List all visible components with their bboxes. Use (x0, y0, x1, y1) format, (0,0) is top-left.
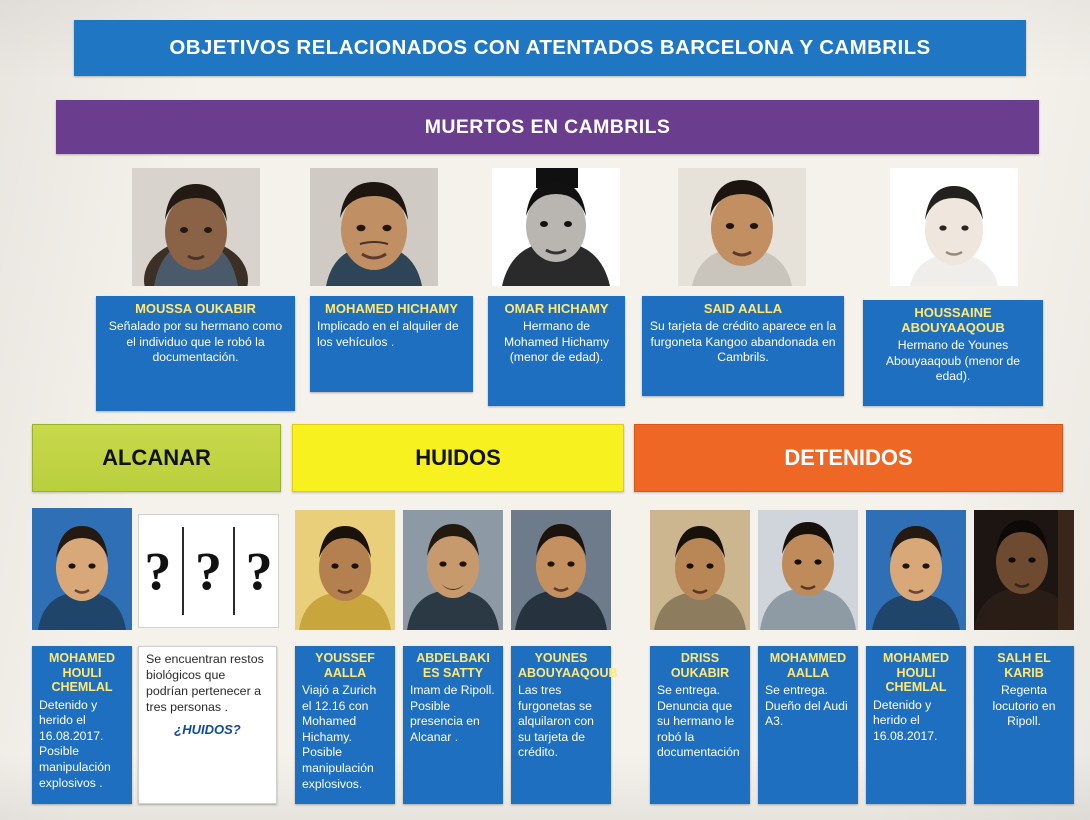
card-description: Señalado por su hermano como el individuo que le robó la documentación. (108, 319, 283, 365)
card-description: Se entrega. Denuncia que su hermano le robó la documentación (657, 683, 740, 760)
card-description: Viajó a Zurich el 12.16 con Mohamed Hichamy. Posible manipulación explosivos. (302, 683, 377, 791)
question-mark-icon: ? (245, 541, 273, 601)
card-description: Se entrega. Dueño del Audi A3. (765, 683, 848, 729)
card-description: Regenta locutorio en Ripoll. (992, 683, 1056, 729)
question-mark-icon: ? (144, 541, 172, 601)
card-houssaine-abouyaaqoub[interactable] (863, 300, 1043, 406)
page-title: OBJETIVOS RELACIONADOS CON ATENTADOS BARCELONA Y CAMBRILS (74, 20, 1026, 76)
card-restos-biologicos[interactable] (138, 646, 277, 804)
card-name: MOHAMED HOULI CHEMLAL (49, 651, 115, 694)
card-name: MOHAMED HICHAMY (325, 301, 458, 316)
photo-mohamed-houli-chemlal-detenidos (866, 510, 966, 630)
card-name: SAID AALLA (703, 301, 783, 316)
card-name: DRISS OUKABIR (670, 651, 730, 680)
card-name: MOUSSA OUKABIR (135, 301, 256, 316)
card-name: MOHAMED HOULI CHEMLAL (883, 651, 949, 694)
photo-mohamed-houli-chemlal-alcanar (32, 508, 132, 630)
card-omar-hichamy[interactable] (488, 296, 625, 406)
photo-driss-oukabir (650, 510, 750, 630)
section-header-detenidos: DETENIDOS (634, 424, 1063, 492)
card-driss-oukabir[interactable] (650, 646, 750, 804)
photo-mohammed-aalla (758, 510, 858, 630)
card-salh-el-karib[interactable] (974, 646, 1074, 804)
card-name: YOUNES ABOUYAAQOUB (518, 651, 618, 680)
card-description: Implicado en el alquiler de los vehículos . (317, 319, 459, 349)
card-description: Hermano de Mohamed Hichamy (menor de edad). (504, 319, 609, 365)
card-description: Su tarjeta de crédito aparece en la furgoneta Kangoo abandonada en Cambrils. (649, 319, 837, 365)
question-mark-icon: ? (194, 541, 222, 601)
card-question: ¿HUIDOS? (174, 721, 241, 737)
photo-younes-abouyaaqoub (511, 510, 611, 630)
card-name: OMAR HICHAMY (504, 301, 609, 316)
card-description: Detenido y herido el 16.08.2017. Posible manipulación explosivos . (39, 697, 111, 790)
diagram-sheet (14, 6, 1076, 814)
card-name: MOHAMMED AALLA (769, 651, 847, 680)
section-header-alcanar: ALCANAR (32, 424, 281, 492)
photo-youssef-aalla (295, 510, 395, 630)
card-description: Se encuentran restos biológicos que podrían pertenecer a tres personas . (146, 652, 264, 714)
card-name: YOUSSEF AALLA (315, 651, 375, 680)
card-name: SALH EL KARIB (997, 651, 1051, 680)
card-description: Detenido y herido el 16.08.2017. (873, 697, 938, 743)
card-youssef-aalla[interactable] (295, 646, 395, 804)
divider (182, 527, 184, 614)
photo-omar-hichamy (492, 168, 620, 286)
card-younes-abouyaaqoub[interactable] (511, 646, 618, 804)
photo-houssaine-abouyaaqoub (890, 168, 1018, 286)
card-mohamed-houli-chemlal-detenidos[interactable] (866, 646, 966, 804)
photo-mohamed-hichamy (310, 168, 438, 286)
card-moussa-oukabir[interactable] (96, 296, 295, 411)
card-name: HOUSSAINE ABOUYAAQOUB (901, 305, 1005, 336)
divider (233, 527, 235, 614)
card-abdelbaki-es-satty[interactable] (403, 646, 503, 804)
photo-salh-el-karib (974, 510, 1074, 630)
card-name: ABDELBAKI ES SATTY (416, 651, 490, 680)
photo-abdelbaki-es-satty (403, 510, 503, 630)
card-mohamed-houli-chemlal-alcanar[interactable] (32, 646, 132, 804)
card-mohamed-hichamy[interactable] (310, 296, 473, 392)
card-said-aalla[interactable] (642, 296, 844, 396)
card-mohammed-aalla[interactable] (758, 646, 858, 804)
card-description: Imam de Ripoll. Posible presencia en Alcanar . (410, 683, 495, 744)
unknown-persons-placeholder (138, 514, 279, 628)
card-description: Hermano de Younes Abouyaaqoub (menor de edad). (885, 338, 1021, 384)
section-header-muertos-en-cambrils: MUERTOS EN CAMBRILS (56, 100, 1039, 154)
section-header-huidos: HUIDOS (292, 424, 624, 492)
photo-said-aalla (678, 168, 806, 286)
photo-moussa-oukabir (132, 168, 260, 286)
card-description: Las tres furgonetas se alquilaron con su tarjeta de crédito. (518, 683, 594, 760)
